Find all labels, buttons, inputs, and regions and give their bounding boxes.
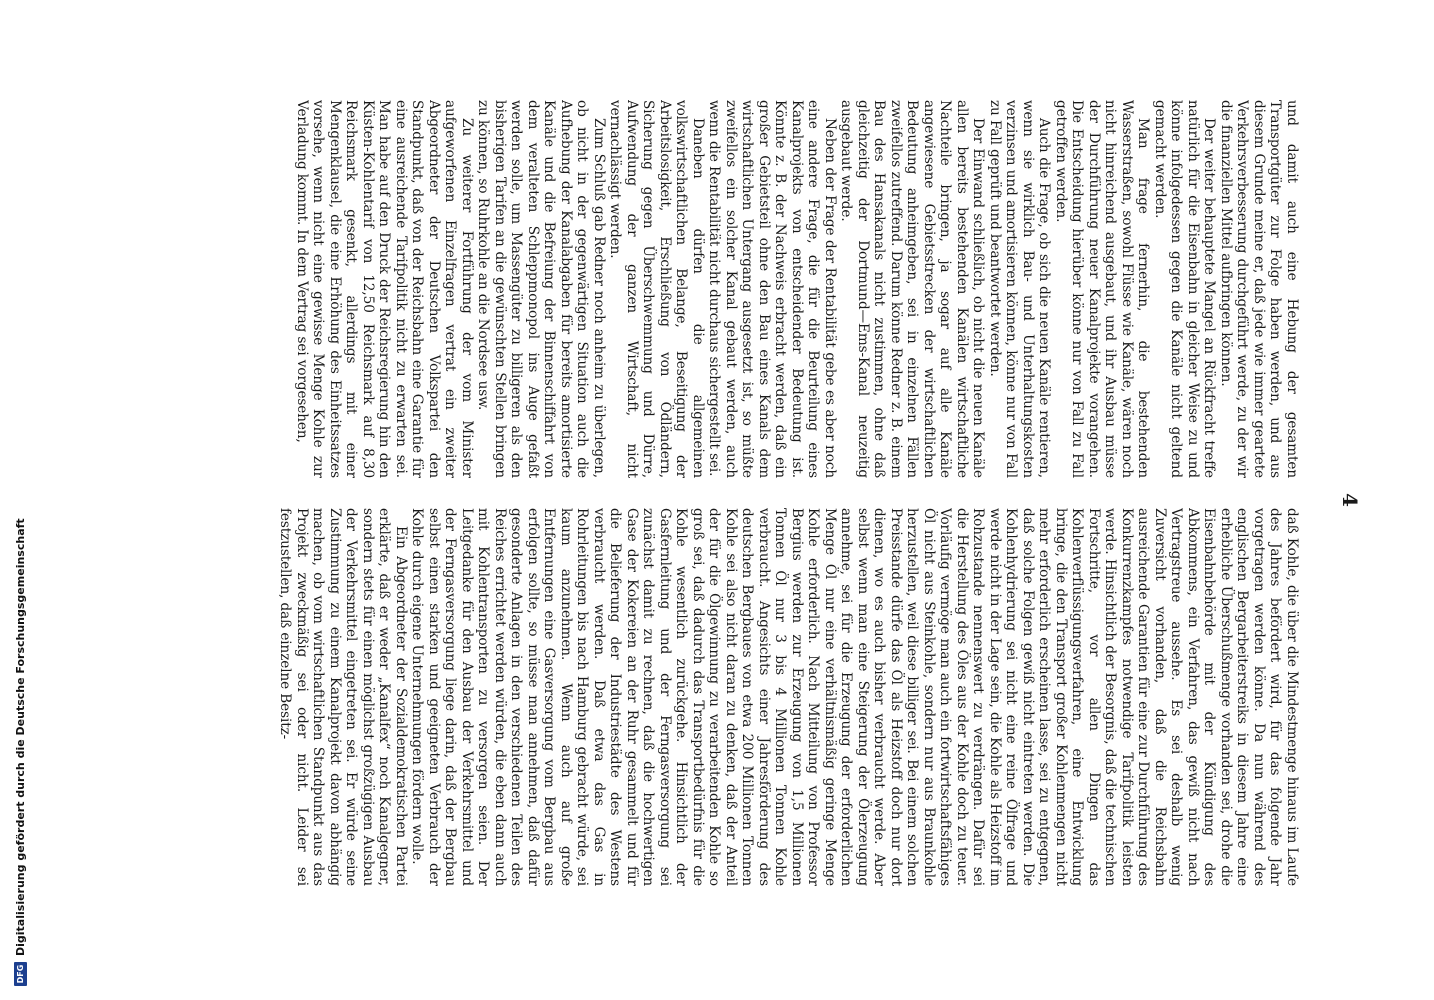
paragraph: Ein Abgeordneter der Sozialdemokratischen Partei erklärte, daß er weder „Kanalfex“ noch Kanalgegner, sondern stets für einen möglichst großzügigen Ausbau der Verkehrsmittel eingetreten sei. Er würde seine Zustimmung zu einem Kanalprojekt davon abhängig machen, ob vom wirtschaftlichen Standpunkt aus das Projekt zweckmäßig sei oder nicht. Leider sei festzustellen, daß einzelne Besitz- bbox=[277, 508, 409, 886]
paragraph: Der weiter behauptete Mangel an Rückfracht treffe natürlich für die Eisenbahn in gleicher Weise zu und könne infolgedessen gegen die Kanäle nicht geltend gemacht werden. bbox=[1152, 100, 1218, 478]
text-column-right bbox=[120, 508, 1300, 886]
paragraph: Daneben dürfen die allgemeinen volkswirtschaftlichen Belange, Beseitigung der Arbeitslosigkeit, Erschließung von Ödländern, Sicherung gegen Überschwemmung und Dürre, Aufwendung der ganzen Wirtschaft, nicht vernachlässigt werden. bbox=[607, 100, 706, 478]
paragraph: Zum Schluß gab Redner noch anheim zu überlegen, ob nicht in der gegenwärtigen Situation auch die Aufhebung der Kanalabgaben für bereits amortisierte Kanäle und die Befreiung der Binnenschiffahrt von dem veralteten Schleppmonopol ins Auge gefaßt werden solle, um Massengüter zu billigeren als den bisherigen Tarifen an die gewünschten Stellen bringen zu können, so Ruhrkohle an die Nordsee usw. bbox=[475, 100, 607, 478]
paragraph: und damit auch eine Hebung der gesamten Transportgüter zur Folge haben werden, und aus diesem Grunde meine er, daß jede wie immer geartete Verkehrsverbesserung durchgeführt werde, zu der wir die finanziellen Mittel aufbringen können. bbox=[1218, 100, 1300, 478]
scanned-page bbox=[110, 100, 1362, 900]
paragraph: Man frage fernerhin, die bestehenden Wasserstraßen, sowohl Flüsse wie Kanäle, wären noch nicht hinreichend ausgebaut, und ihr Ausbau müsse der Durchführung neuer Kanalprojekte vorangehen. Die Entscheidung hierüber könne nur von Fall zu Fall getroffen werden. bbox=[1053, 100, 1152, 478]
paragraph: Zu weiterer Fortführung der vom Minister aufgeworfenen Einzelfragen vertrat ein zweiter Abgeordneter der Deutschen Volkspartei den Standpunkt, daß von der Reichsbahn eine Garantie für eine ausreichende Tarifpolitik nicht zu erwarten sei. Man habe auf den Druck der Reichsregierung hin den Küsten-Kohlentarif von 12,50 Reichsmark auf 8,30 Reichsmark gesenkt, allerdings mit einer Mengenklausel, die eine Erhöhung des Einheitssatzes vorsehe, wenn nicht eine gewisse Menge Kohle zur Verladung kommt. In dem Vertrag sei vorgesehen, bbox=[294, 100, 475, 478]
paragraph: Der Einwand schließlich, ob nicht die neuen Kanäle allen bereits bestehenden Kanälen wirtschaftliche Nachteile bringen, ja sogar auf alle Kanäle angewiesene Gebietsstrecken der wirtschaftlichen Bedeutung anheimgeben, sei in einzelnen Fällen zweifellos zutreffend. Darum könne Redner z. B. einem Bau des Hansakanals nicht zustimmen, ohne daß gleichzeitig der Dortmund—Ems-Kanal neuzeitig ausgebaut werde. bbox=[838, 100, 987, 478]
paragraph: Auch die Frage, ob sich die neuen Kanäle rentieren, wenn sie wirklich Bau- und Unterhaltungskosten verzinsen und amortisieren können, könne nur von Fall zu Fall geprüft und beantwortet werden. bbox=[987, 100, 1053, 478]
digitization-credit bbox=[0, 0, 27, 1000]
digitization-credit-text: Digitalisierung gefördert durch die Deutsche Forschungsgemeinschaft bbox=[14, 518, 27, 956]
text-column-left bbox=[120, 100, 1300, 478]
page-number: 4 bbox=[1338, 493, 1362, 507]
paragraph: daß Kohle, die über die Mindestmenge hinaus im Laufe des Jahres befördert wird, für das folgende Jahr vorgetragen werden könne. Da nun während des englischen Bergarbeiterstreiks in diesem Jahre eine erhebliche Überschußmenge vorhanden sei, drohe die Eisenbahnbehörde mit der Kündigung des Abkommens, ein Verfahren, das gewiß nicht nach Vertragstreue aussehe. Es sei deshalb wenig Zuversicht vorhanden, daß die Reichsbahn ausreichende Garantien für eine zur Durchführung des Konkurrenzkampfes notwendige Tarifpolitik leisten werde. Hinsichtlich der Besorgnis, daß die technischen Fortschritte, vor allen Dingen das Kohlenverflüssigungsverfahren, eine Entwicklung bringe, die den Transport großer Kohlenmengen nicht mehr erforderlich erscheinen lasse, sei zu entgegnen, daß solche Folgen gewiß nicht eintreten werden. Die Kohlenhydrierung sei nicht eine reine Ölfrage und werde nicht in der Lage sein, die Kohle als Heizstoff im Rohzustande nennenswert zu verdrängen. Dafür sei die Herstellung des Öles aus der Kohle doch zu teuer. Vorläufig vermöge man auch ein fortwirtschaftsfähiges Öl nicht aus Steinkohle, sondern nur aus Braunkohle herzustellen, weil diese billiger sei. Bei einem solchen Preisstande dürfe das Öl als Heizstoff doch nur dort dienen, wo es auch bisher verbraucht werde. Aber selbst wenn man eine Steigerung der Ölerzeugung annehme, sei für die Erzeugung der erforderlichen Menge Öl nur eine verhältnismäßig geringe Menge Kohle erforderlich. Nach Mitteilung von Professor Bergius werden zur Erzeugung von 1,5 Millionen Tonnen Öl nur 3 bis 4 Millionen Tonnen Kohle verbraucht. Angesichts einer Jahresförderung des deutschen Bergbaues von etwa 200 Millionen Tonnen Kohle sei also nicht daran zu denken, daß der Anteil der für die Ölgewinnung zu verarbeitenden Kohle so groß sei, daß dadurch das Transportbedürfnis für die Kohle wesentlich zurückgehe. Hinsichtlich der Gasfernleitung und der Ferngasversorgung sei zunächst damit zu rechnen, daß die hochwertigen Gase der Kokereien an der Ruhr gesammelt und für die Belieferung der Industriestädte des Westens verbraucht werden. Daß etwa das Gas in Rohrleitungen bis nach Hamburg gebracht würde, sei kaum anzunehmen. Wenn auch auf große Entfernungen eine Gasversorgung vom Bergbau aus erfolgen sollte, so müsse man annehmen, daß dafür gesonderte Anlagen in den verschiedenen Teilen des Reiches errichtet werden würden, die eben dann auch mit Kohlentransporten zu versorgen seien. Der Leitgedanke für den Ausbau der Verkehrsmittel und der Ferngasversorgung liege darin, daß der Bergbau selbst einen starken und geeigneten Verbrauch der Kohle durch eigene Unternehmungen fördern wolle. bbox=[409, 508, 1300, 886]
paragraph: Neben der Frage der Rentabilität gebe es aber noch eine andere Frage, die für die Beurteilung eines Kanalprojekts von entscheidender Bedeutung ist. Könnte z. B. der Nachweis erbracht werden, daß ein großer Gebietsteil ohne den Bau eines Kanals dem wirtschaftlichen Untergang ausgesetzt ist, so müßte zweifellos ein solcher Kanal gebaut werden, auch wenn die Rentabilität nicht durchaus sichergestellt sei. bbox=[706, 100, 838, 478]
dfg-logo: DFG bbox=[14, 962, 27, 986]
